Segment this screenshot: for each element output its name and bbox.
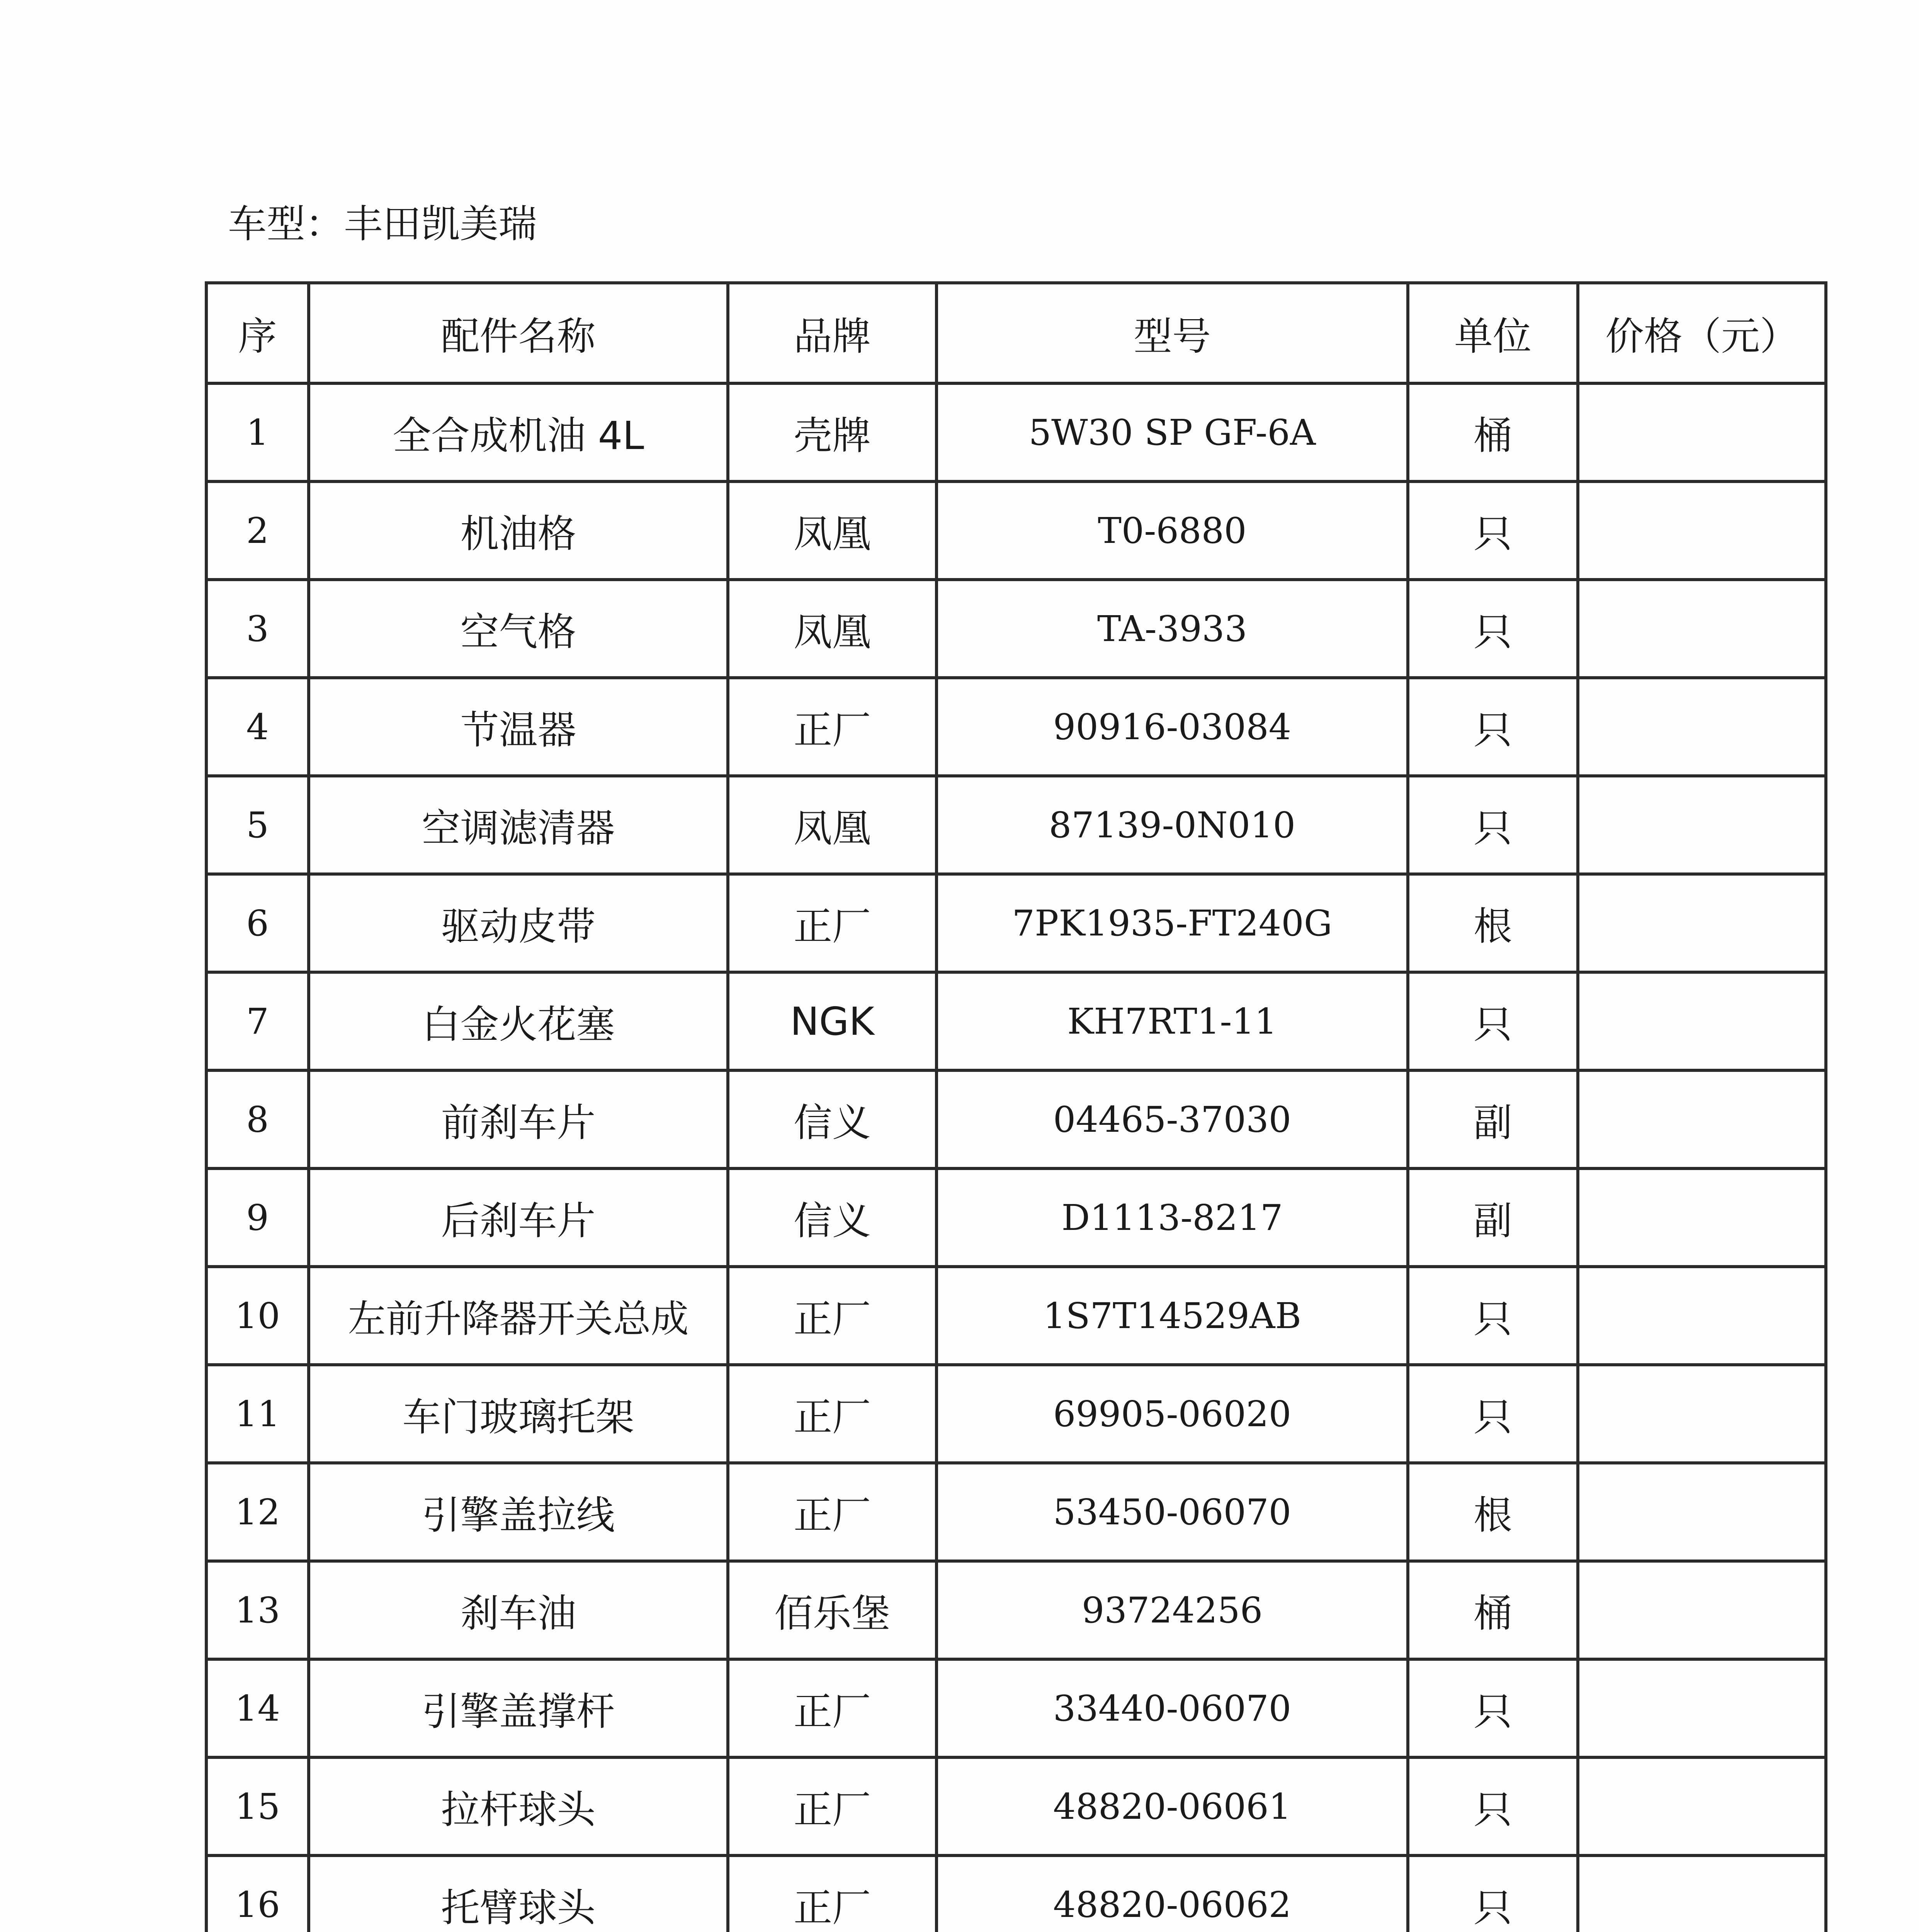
car-model-label: 车型：丰田凯美瑞 — [228, 201, 537, 247]
cell-unit: 只 — [1408, 776, 1578, 874]
cell-price — [1578, 1855, 1826, 1932]
cell-brand: 正厂 — [728, 678, 937, 776]
cell-price — [1578, 1365, 1826, 1463]
cell-seq: 12 — [206, 1463, 309, 1561]
cell-price — [1578, 874, 1826, 972]
table-row — [206, 1659, 1826, 1757]
cell-seq: 13 — [206, 1561, 309, 1659]
cell-seq: 5 — [206, 776, 309, 874]
column-header-price: 价格（元） — [1578, 283, 1826, 383]
cell-seq: 11 — [206, 1365, 309, 1463]
cell-part-name: 托臂球头 — [309, 1855, 728, 1932]
cell-seq: 14 — [206, 1659, 309, 1757]
cell-unit: 只 — [1408, 972, 1578, 1070]
cell-model: T0-6880 — [937, 481, 1408, 580]
cell-brand: NGK — [728, 972, 937, 1070]
cell-model: 48820-06061 — [937, 1757, 1408, 1855]
cell-part-name: 白金火花塞 — [309, 972, 728, 1070]
cell-model: 04465-37030 — [937, 1070, 1408, 1168]
cell-seq: 16 — [206, 1855, 309, 1932]
table-header-row — [206, 283, 1826, 383]
cell-model: 53450-06070 — [937, 1463, 1408, 1561]
cell-brand: 佰乐堡 — [728, 1561, 937, 1659]
table-row — [206, 481, 1826, 580]
cell-price — [1578, 1561, 1826, 1659]
cell-brand: 凤凰 — [728, 481, 937, 580]
cell-brand: 正厂 — [728, 1659, 937, 1757]
cell-part-name: 机油格 — [309, 481, 728, 580]
cell-price — [1578, 678, 1826, 776]
cell-brand: 凤凰 — [728, 580, 937, 678]
cell-model: 87139-0N010 — [937, 776, 1408, 874]
parts-price-table — [205, 281, 1827, 1932]
column-header-part-name: 配件名称 — [309, 283, 728, 383]
column-header-model: 型号 — [937, 283, 1408, 383]
cell-seq: 4 — [206, 678, 309, 776]
cell-seq: 8 — [206, 1070, 309, 1168]
cell-price — [1578, 580, 1826, 678]
cell-model: 48820-06062 — [937, 1855, 1408, 1932]
cell-seq: 15 — [206, 1757, 309, 1855]
table-row — [206, 1463, 1826, 1561]
cell-part-name: 后刹车片 — [309, 1168, 728, 1267]
cell-unit: 只 — [1408, 678, 1578, 776]
cell-brand: 正厂 — [728, 1463, 937, 1561]
cell-brand: 壳牌 — [728, 383, 937, 481]
cell-seq: 9 — [206, 1168, 309, 1267]
table-row — [206, 678, 1826, 776]
cell-brand: 信义 — [728, 1070, 937, 1168]
cell-model: 90916-03084 — [937, 678, 1408, 776]
cell-unit: 桶 — [1408, 383, 1578, 481]
table-row — [206, 1855, 1826, 1932]
cell-seq: 2 — [206, 481, 309, 580]
cell-seq: 3 — [206, 580, 309, 678]
cell-price — [1578, 776, 1826, 874]
cell-brand: 正厂 — [728, 1365, 937, 1463]
table-row — [206, 383, 1826, 481]
table-row — [206, 1267, 1826, 1365]
cell-seq: 1 — [206, 383, 309, 481]
table-row — [206, 776, 1826, 874]
cell-model: KH7RT1-11 — [937, 972, 1408, 1070]
column-header-unit: 单位 — [1408, 283, 1578, 383]
cell-price — [1578, 1757, 1826, 1855]
cell-unit: 只 — [1408, 1365, 1578, 1463]
cell-price — [1578, 1267, 1826, 1365]
table-row — [206, 874, 1826, 972]
cell-unit: 只 — [1408, 580, 1578, 678]
cell-seq: 10 — [206, 1267, 309, 1365]
table-row — [206, 580, 1826, 678]
cell-seq: 7 — [206, 972, 309, 1070]
table-row — [206, 972, 1826, 1070]
cell-part-name: 前刹车片 — [309, 1070, 728, 1168]
cell-brand: 正厂 — [728, 1267, 937, 1365]
cell-part-name: 引擎盖拉线 — [309, 1463, 728, 1561]
cell-price — [1578, 1659, 1826, 1757]
cell-model: 5W30 SP GF-6A — [937, 383, 1408, 481]
table-row — [206, 1168, 1826, 1267]
cell-part-name: 车门玻璃托架 — [309, 1365, 728, 1463]
cell-unit: 副 — [1408, 1168, 1578, 1267]
cell-part-name: 驱动皮带 — [309, 874, 728, 972]
cell-part-name: 拉杆球头 — [309, 1757, 728, 1855]
cell-seq: 6 — [206, 874, 309, 972]
cell-model: TA-3933 — [937, 580, 1408, 678]
cell-brand: 凤凰 — [728, 776, 937, 874]
cell-price — [1578, 383, 1826, 481]
cell-unit: 只 — [1408, 1267, 1578, 1365]
cell-unit: 只 — [1408, 1855, 1578, 1932]
cell-model: D1113-8217 — [937, 1168, 1408, 1267]
cell-model: 1S7T14529AB — [937, 1267, 1408, 1365]
cell-part-name: 节温器 — [309, 678, 728, 776]
cell-unit: 只 — [1408, 1757, 1578, 1855]
cell-unit: 只 — [1408, 481, 1578, 580]
cell-unit: 副 — [1408, 1070, 1578, 1168]
cell-price — [1578, 1463, 1826, 1561]
column-header-seq: 序 — [206, 283, 309, 383]
cell-part-name: 引擎盖撑杆 — [309, 1659, 728, 1757]
cell-price — [1578, 481, 1826, 580]
table-row — [206, 1365, 1826, 1463]
cell-price — [1578, 1070, 1826, 1168]
table-row — [206, 1757, 1826, 1855]
cell-brand: 正厂 — [728, 874, 937, 972]
cell-unit: 根 — [1408, 1463, 1578, 1561]
cell-part-name: 刹车油 — [309, 1561, 728, 1659]
cell-part-name: 全合成机油 4L — [309, 383, 728, 481]
cell-brand: 正厂 — [728, 1855, 937, 1932]
cell-part-name: 空调滤清器 — [309, 776, 728, 874]
cell-model: 7PK1935-FT240G — [937, 874, 1408, 972]
cell-brand: 信义 — [728, 1168, 937, 1267]
cell-price — [1578, 1168, 1826, 1267]
table-body — [206, 383, 1826, 1932]
column-header-brand: 品牌 — [728, 283, 937, 383]
cell-model: 33440-06070 — [937, 1659, 1408, 1757]
cell-unit: 根 — [1408, 874, 1578, 972]
cell-unit: 只 — [1408, 1659, 1578, 1757]
cell-model: 69905-06020 — [937, 1365, 1408, 1463]
cell-price — [1578, 972, 1826, 1070]
table-row — [206, 1561, 1826, 1659]
cell-model: 93724256 — [937, 1561, 1408, 1659]
cell-brand: 正厂 — [728, 1757, 937, 1855]
cell-unit: 桶 — [1408, 1561, 1578, 1659]
cell-part-name: 空气格 — [309, 580, 728, 678]
cell-part-name: 左前升降器开关总成 — [309, 1267, 728, 1365]
table-row — [206, 1070, 1826, 1168]
